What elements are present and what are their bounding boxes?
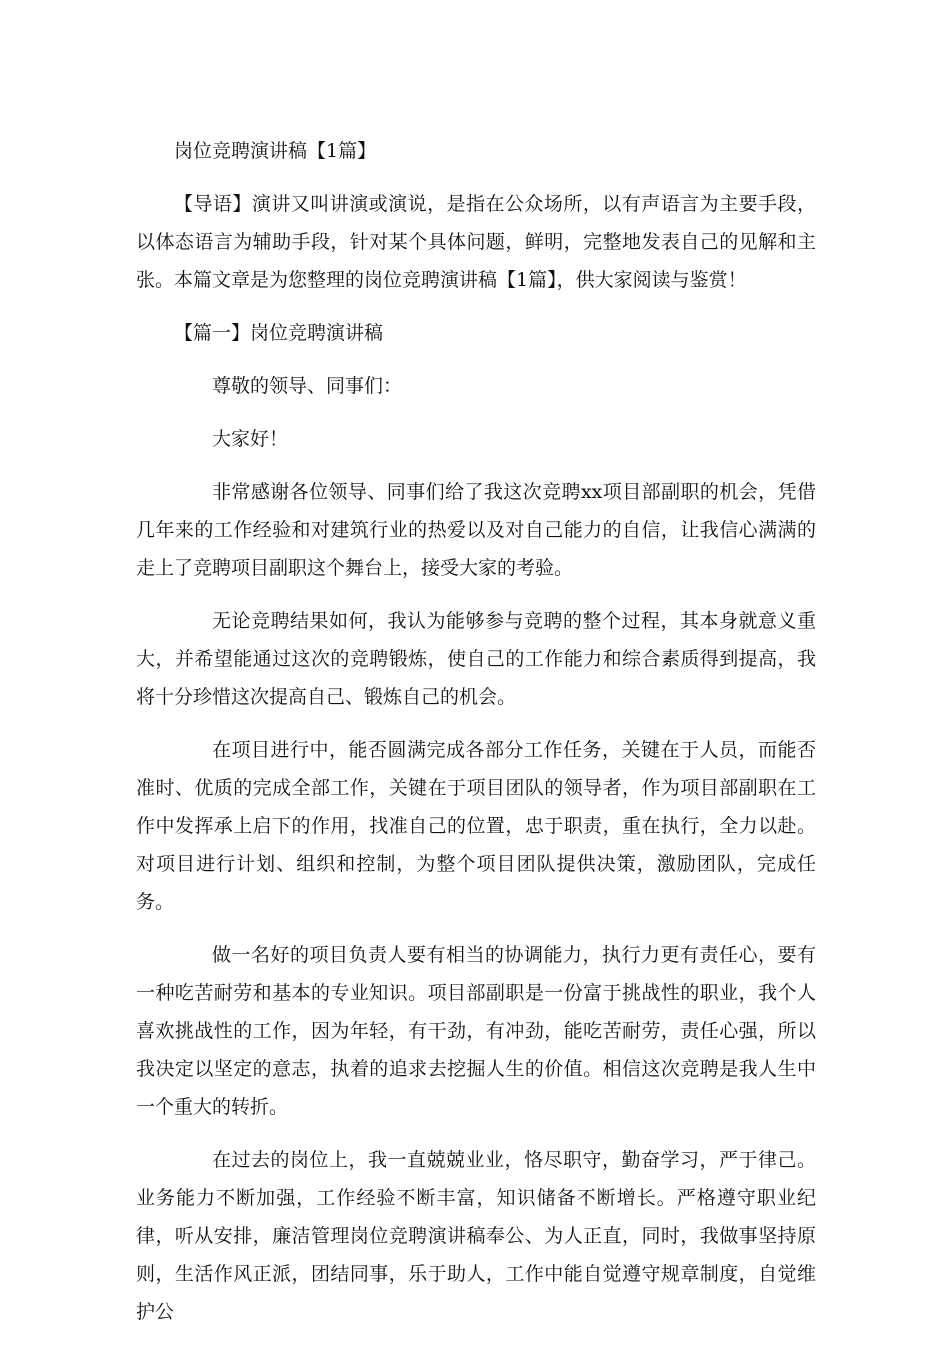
body-paragraph: 做一名好的项目负责人要有相当的协调能力，执行力更有责任心，要有一种吃苦耐劳和基本的专业知识。项目部副职是一份富于挑战性的职业，我个人喜欢挑战性的工作，因为年轻，有干劲，有冲劲，能吃苦耐劳，责任心强，所以我决定以坚定的意志，执着的追求去挖掘人生的价值。相信这次竞聘是我人生中一个重大的转折。 — [136, 944, 816, 1118]
document-title: 岗位竞聘演讲稿【1篇】 — [174, 140, 377, 162]
body-paragraph: 在过去的岗位上，我一直兢兢业业，恪尽职守，勤奋学习，严于律己。业务能力不断加强，工作经验不断丰富，知识储备不断增长。严格遵守职业纪律，听从安排，廉洁管理岗位竞聘演讲稿奉公、为人正直，同时，我做事坚持原则，生活作风正派，团结同事，乐于助人，工作中能自觉遵守规章制度，自觉维护公 — [136, 1149, 816, 1323]
body-paragraph: 非常感谢各位领导、同事们给了我这次竞聘xx项目部副职的机会，凭借几年来的工作经验和对建筑行业的热爱以及对自己能力的自信，让我信心满满的走上了竞聘项目副职这个舞台上，接受大家的考验。 — [136, 481, 816, 579]
intro-paragraph: 【导语】演讲又叫讲演或演说，是指在公众场所，以有声语言为主要手段，以体态语言为辅助手段，针对某个具体问题，鲜明，完整地发表自己的见解和主张。本篇文章是为您整理的岗位竞聘演讲稿【1篇】，供大家阅读与鉴赏！ — [136, 193, 816, 291]
section-heading: 【篇一】岗位竞聘演讲稿 — [174, 322, 384, 344]
body-paragraph: 无论竞聘结果如何，我认为能够参与竞聘的整个过程，其本身就意义重大，并希望能通过这次的竞聘锻炼，使自己的工作能力和综合素质得到提高，我将十分珍惜这次提高自己、锻炼自己的机会。 — [136, 610, 816, 708]
body-paragraph: 在项目进行中，能否圆满完成各部分工作任务，关键在于人员，而能否准时、优质的完成全部工作，关键在于项目团队的领导者，作为项目部副职在工作中发挥承上启下的作用，找准自己的位置，忠于职责，重在执行，全力以赴。对项目进行计划、组织和控制，为整个项目团队提供决策，激励团队，完成任务。 — [136, 739, 816, 913]
salutation-line: 尊敬的领导、同事们： — [212, 375, 403, 397]
greeting-line: 大家好！ — [212, 428, 289, 450]
document-body — [136, 132, 816, 1346]
